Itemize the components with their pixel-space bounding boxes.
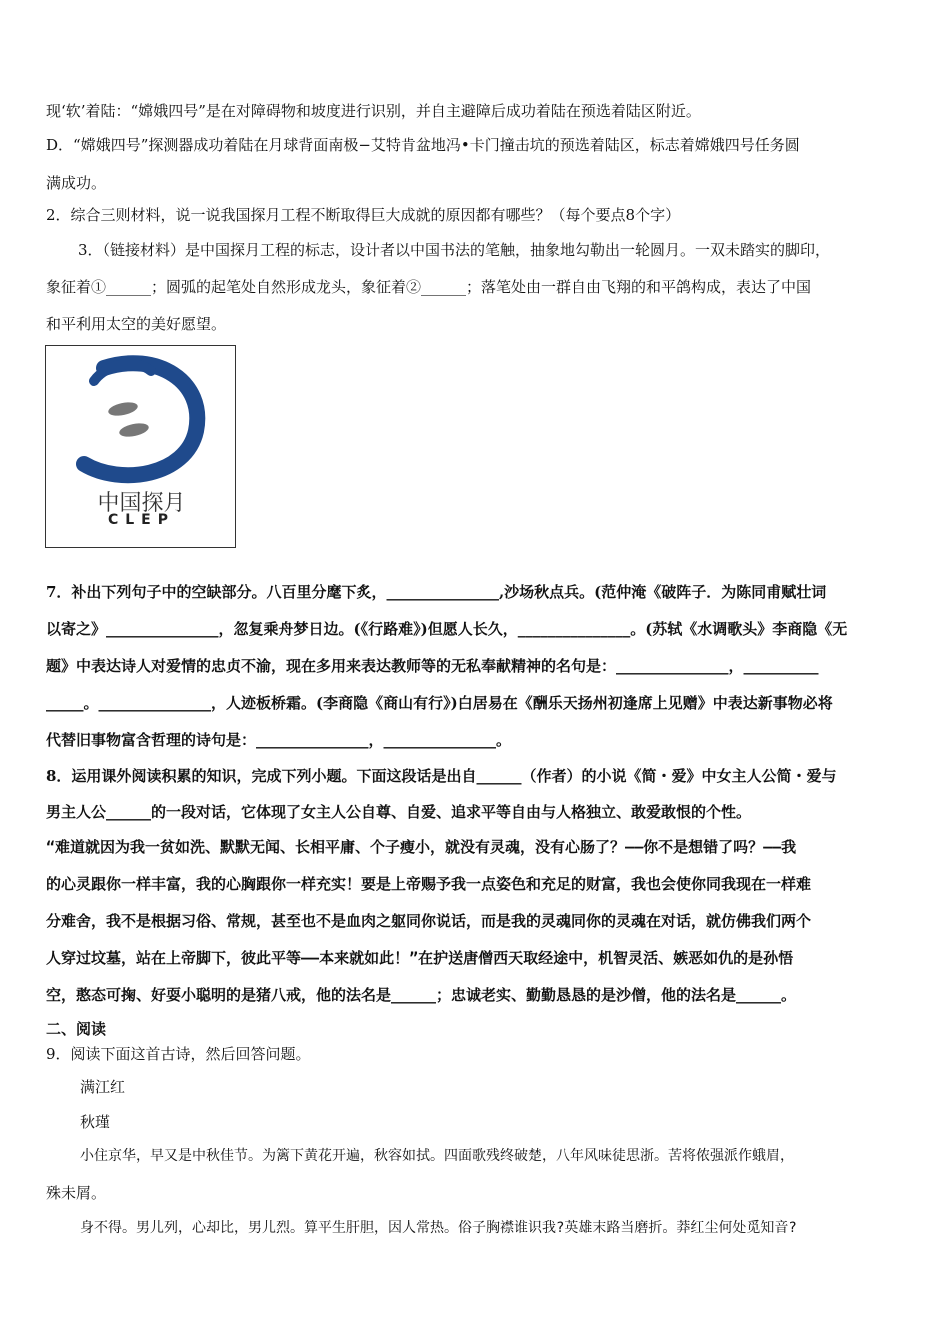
poem-title: 满江红 — [80, 1078, 126, 1096]
question-7-line-1: 7．补出下列句子中的空缺部分。八百里分麾下炙，_______________,沙场秋点兵。(范仲淹《破阵子．为陈同甫赋壮词 — [46, 583, 827, 601]
journey-west-text: 在护送唐僧西天取经途中，机智灵活、嫉恶如仇的是孙悟 — [418, 949, 794, 967]
question-8-line-7: 空，憨态可掬、好耍小聪明的是猪八戒，他的法名是______；忠诚老实、勤勤恳恳的是沙僧，他的法名是______。 — [46, 986, 797, 1004]
question-2: 2．综合三则材料，说一说我国探月工程不断取得巨大成就的原因都有哪些？（每个要点8个字） — [46, 206, 681, 224]
poem-line-2: 殊未屑。 — [46, 1184, 107, 1202]
question-8-line-2: 男主人公______的一段对话，它体现了女主人公自尊、自爱、追求平等自由与人格独立、敢爱敢恨的个性。 — [46, 803, 752, 821]
question-3-line-3: 和平利用太空的美好愿望。 — [46, 315, 227, 333]
question-3-line-2: 象征着①______；圆弧的起笔处自然形成龙头，象征着②______；落笔处由一群自由飞翔的和平鸽构成，表达了中国 — [46, 278, 812, 296]
line-1: 现‘软’着陆：“嫦娥四号”是在对障碍物和坡度进行识别，并自主避障后成功着陆在预选着陆区附近。 — [46, 102, 701, 120]
quote-line-1: “难道就因为我一贫如洗、默默无闻、长相平庸、个子瘦小，就没有灵魂，没有心肠了？——你不是想错了吗？——我 — [46, 838, 797, 856]
quote-end: 人穿过坟墓，站在上帝脚下，彼此平等——本来就如此！” — [46, 949, 419, 967]
question-8-line-1: 8．运用课外阅读积累的知识，完成下列小题。下面这段话是出自______（作者）的小说《简・爱》中女主人公简・爱与 — [46, 767, 837, 785]
quote-line-3: 分难舍，我不是根据习俗、常规，甚至也不是血肉之躯同你说话，而是我的灵魂同你的灵魂在对话，就仿佛我们两个 — [46, 912, 812, 930]
question-3-line-1: 3．（链接材料）是中国探月工程的标志，设计者以中国书法的笔触，抽象地勾勒出一轮圆月。一双未踏实的脚印， — [78, 241, 831, 259]
option-d-line: D．“嫦娥四号”探测器成功着陆在月球背面南极−艾特肯盆地冯•卡门撞击坑的预选着陆区，标志着嫦娥四号任务圆 — [46, 136, 800, 154]
question-9: 9．阅读下面这首古诗，然后回答问题。 — [46, 1045, 311, 1063]
question-7-line-5: 代替旧事物富含哲理的诗句是：_______________，_______________。 — [46, 731, 512, 749]
clep-logo-box — [45, 345, 236, 548]
logo-english-text: CLEP — [107, 512, 176, 528]
poem-author: 秋瑾 — [80, 1113, 111, 1131]
option-d-line-cont: 满成功。 — [46, 174, 107, 192]
section-2-heading: 二、阅读 — [46, 1020, 107, 1038]
question-7-line-4: _____。_______________，人迹板桥霜。(李商隐《商山有行》)白居易在《酬乐天扬州初逢席上见赠》中表达新事物必将 — [46, 694, 833, 712]
question-7-line-3: 题》中表达诗人对爱情的忠贞不渝，现在多用来表达教师等的无私奉献精神的名句是：_______________，__________ — [46, 657, 819, 675]
quote-line-4 — [46, 948, 793, 968]
poem-line-3: 身不得。男儿列，心却比，男儿烈。算平生肝胆，因人常热。俗子胸襟谁识我?英雄末路当磨折。莽红尘何处觅知音? — [80, 1220, 797, 1236]
poem-line-1: 小住京华，早又是中秋佳节。为篱下黄花开遍，秋容如拭。四面歌残终破楚，八年风味徒思浙。苦将侬强派作蛾眉， — [80, 1148, 794, 1164]
quote-line-2: 的心灵跟你一样丰富，我的心胸跟你一样充实！要是上帝赐予我一点姿色和充足的财富，我也会使你同我现在一样难 — [46, 875, 812, 893]
question-7-line-2: 以寄之》_______________，忽复乘舟梦日边。(《行路难》)但愿人长久，_______________。(苏轼《水调歌头》李商隐《无 — [46, 620, 848, 638]
logo-chinese-text: 中国探月 — [97, 491, 186, 516]
